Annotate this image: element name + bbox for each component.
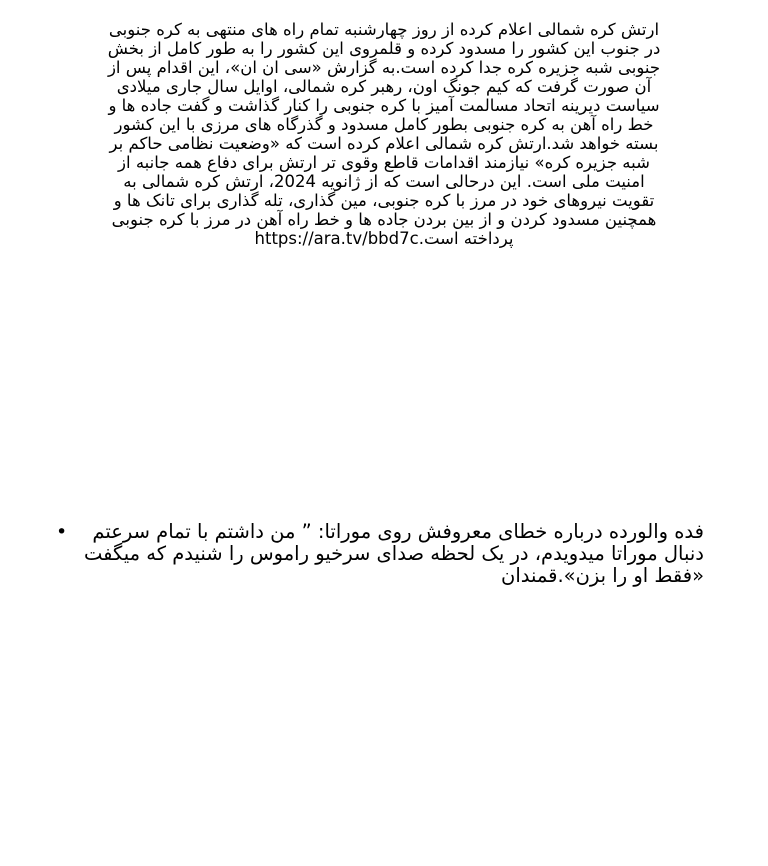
bullet-list xyxy=(56,521,704,587)
list-item-text: فده والورده درباره خطای معروفش روی موراتا: ” من داشتم با تمام سرعتم دنبال موراتا میدویدم، در یک لحظه صدای سرخیو راموس را شنیدم که میگفت «فقط او را بزن».قمندان xyxy=(83,520,704,587)
list-item xyxy=(56,521,704,587)
bullet-icon: • xyxy=(56,521,68,543)
article-paragraph: ارتش کره شمالی اعلام کرده از روز چهارشنبه تمام راه های منتهی به کره جنوبی در جنوب این کشور را مسدود کرده و قلمروی این کشور را به طور کامل از بخش جنوبی شبه جزیره کره جدا کرده است.به گزارش «سی ان ان»، این اقدام پس از آن صورت گرفت که کیم جونگ اون، رهبر کره شمالی، اوایل سال جاری میلادی سیاست دیرینه اتحاد مسالمت آمیز با کره جنوبی را کنار گذاشت و گفت جاده ها و خط راه آهن به کره جنوبی بطور کامل مسدود و گذرگاه های مرزی با این کشور بسته خواهد شد.ارتش کره شمالی اعلام کرده است که «وضعیت نظامی حاکم بر شبه جزیره کره» نیازمند اقدامات قاطع وقوی تر ارتش برای دفاع همه جانبه از امنیت ملی است. این درحالی است که از ژانویه 2024، ارتش کره شمالی به تقویت نیروهای خود در مرز با کره جنوبی، مین گذاری، تله گذاری برای تانک ها و همچنین مسدود کردن و از بین بردن جاده ها و خط راه آهن در مرز با کره جنوبی پرداخته است.https://ara.tv/bbd7c xyxy=(107,20,661,248)
